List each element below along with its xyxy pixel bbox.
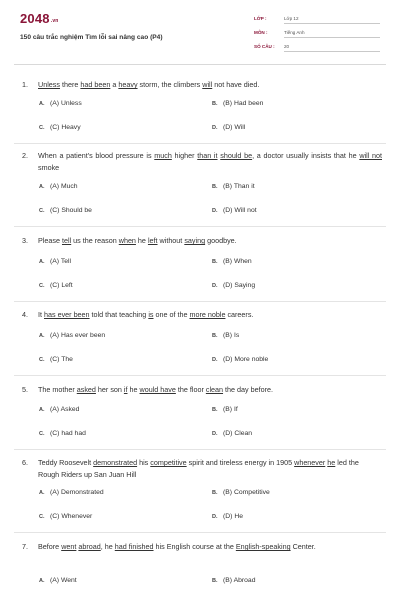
document-title: 150 câu trắc nghiệm Tìm lỗi sai nâng cao (P4) [20,34,163,41]
text-segment: not have died. [212,80,260,89]
question-divider [14,226,386,227]
underlined-segment: went [61,542,77,551]
text-segment: without [157,236,185,245]
site-logo[interactable]: 2048.vn [20,11,59,26]
text-segment: The mother [38,385,77,394]
question-text [38,235,382,247]
underlined-segment: more noble [189,310,226,319]
question-number: 1. [22,80,28,89]
underlined-segment: had finished [114,542,154,551]
underlined-segment: abroad [78,542,101,551]
text-segment: Please [38,236,62,245]
underlined-segment: would have [139,385,176,394]
question-number: 2. [22,151,28,160]
option-b[interactable]: B. (B) Is [212,332,240,339]
option-b[interactable]: B. (B) When [212,258,252,265]
option-d[interactable]: D. (D) Saying [212,282,256,289]
text-segment: Center. [290,542,316,551]
question-divider [14,301,386,302]
underlined-segment: is [148,310,154,319]
question-number: 4. [22,310,28,319]
option-a[interactable]: A. (A) Has ever been [39,332,106,339]
option-a[interactable]: A. (A) Demonstrated [39,489,104,496]
underlined-segment: competitive [150,458,187,467]
underlined-segment: demonstrated [93,458,138,467]
question-text [38,457,382,481]
underlined-segment: tell [61,236,72,245]
meta-value: Lớp 12 [284,16,380,24]
option-c[interactable]: C. (C) Whenever [39,513,93,520]
underlined-segment: when [118,236,136,245]
text-segment: her son [95,385,124,394]
text-segment: storm, the climbers [137,80,203,89]
underlined-segment: saying [184,236,206,245]
question-text [38,384,382,396]
option-a[interactable]: A. (A) Tell [39,258,72,265]
question-number: 6. [22,458,28,467]
underlined-segment: Unless [38,80,60,89]
option-c[interactable]: C. (C) Should be [39,207,92,214]
underlined-segment: should be [220,151,253,160]
text-segment: careers. [225,310,254,319]
question-text [38,309,382,321]
underlined-segment: will not [359,151,382,160]
option-b[interactable]: B. (B) Competitive [212,489,270,496]
text-segment: goodbye. [205,236,237,245]
text-segment: , he [100,542,115,551]
question-divider [14,143,386,144]
text-segment: led the Rough Riders up San Juan Hill [38,458,359,479]
option-d[interactable]: D. (D) Will not [212,207,257,214]
underlined-segment: if [123,385,128,394]
option-d[interactable]: D. (D) Clean [212,430,253,437]
text-segment: one of the [153,310,190,319]
meta-label: LỚP : [254,16,267,21]
underlined-segment: will [202,80,213,89]
underlined-segment: left [147,236,158,245]
meta-value: Tiếng Anh [284,30,380,38]
question-text [38,79,382,91]
underlined-segment: clean [205,385,224,394]
page-header [0,0,400,68]
option-d[interactable]: D. (D) He [212,513,244,520]
option-b[interactable]: B. (B) If [212,406,238,413]
underlined-segment: English-speaking [235,542,291,551]
text-segment: his English course at the [153,542,236,551]
underlined-segment: much [154,151,172,160]
text-segment: smoke [38,162,60,172]
text-segment: , a doctor usually insists that he [252,151,360,160]
text-segment: higher [171,151,198,160]
underlined-segment: he [327,458,336,467]
option-a[interactable]: A. (A) Unless [39,100,82,107]
option-a[interactable]: A. (A) Went [39,577,77,584]
option-d[interactable]: D. (D) More noble [212,356,269,363]
text-segment: the day before. [223,385,273,394]
question-text [38,541,382,553]
option-c[interactable]: C. (C) Left [39,282,73,289]
option-a[interactable]: A. (A) Asked [39,406,80,413]
text-segment: a [110,80,119,89]
text-segment: told that teaching [89,310,149,319]
text-segment: his [137,458,151,467]
option-c[interactable]: C. (C) Heavy [39,124,81,131]
meta-label: SỐ CÂU : [254,44,275,49]
option-a[interactable]: A. (A) Much [39,183,78,190]
header-divider [14,64,386,65]
underlined-segment: asked [76,385,96,394]
text-segment: there [59,80,81,89]
text-segment: us the reason [71,236,119,245]
text-segment: Teddy Roosevelt [38,458,94,467]
underlined-segment: heavy [118,80,138,89]
text-segment: spirit and tireless energy in 1905 [186,458,295,467]
text-segment: Before [38,542,62,551]
underlined-segment: has ever been [44,310,90,319]
option-c[interactable]: C. (C) had had [39,430,86,437]
text-segment: he [127,385,140,394]
question-number: 7. [22,542,28,551]
underlined-segment: whenever [294,458,326,467]
underlined-segment: had been [80,80,111,89]
option-c[interactable]: C. (C) The [39,356,73,363]
option-b[interactable]: B. (B) Abroad [212,577,256,584]
question-number: 3. [22,236,28,245]
question-text [38,150,382,174]
question-number: 5. [22,385,28,394]
text-segment: It [38,310,44,319]
meta-value: 20 [284,44,380,52]
text-segment: When a patient's blood pressure is [38,151,155,160]
text-segment: he [135,236,148,245]
option-d[interactable]: D. (D) Will [212,124,246,131]
meta-label: MÔN : [254,30,268,35]
option-b[interactable]: B. (B) Had been [212,100,264,107]
question-divider [14,375,386,376]
underlined-segment: than it [197,151,218,160]
question-divider [14,532,386,533]
question-divider [14,449,386,450]
text-segment: the floor [175,385,206,394]
option-b[interactable]: B. (B) Than it [212,183,255,190]
